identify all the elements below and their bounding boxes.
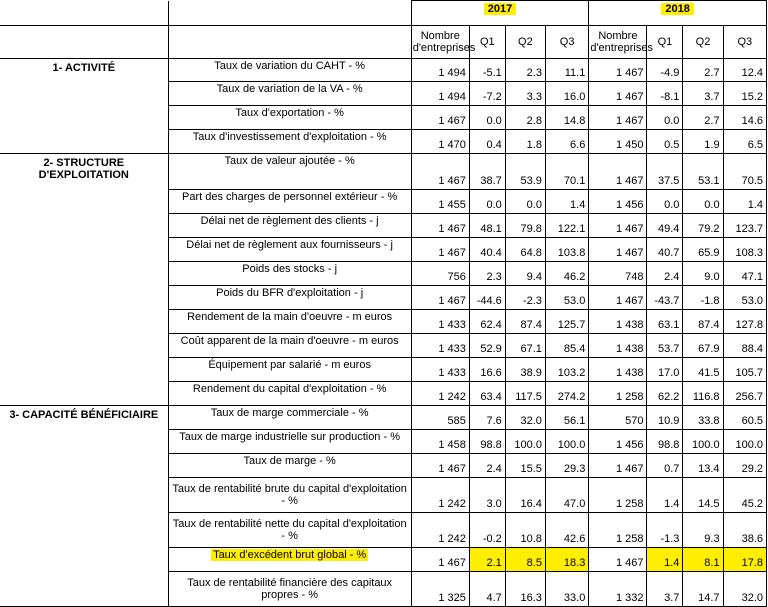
- cell-nombre-entreprises-2018: 1 438: [589, 358, 647, 382]
- year-2018-header: 2018: [589, 1, 767, 26]
- cell-q3-2018: 70.5: [723, 154, 766, 190]
- cell-q2-2018: 13.4: [683, 454, 723, 478]
- cell-q2-2018: -1.8: [683, 286, 723, 310]
- cell-q2-2018: 87.4: [683, 310, 723, 334]
- cell-q3-2017: 122.1: [545, 214, 588, 238]
- cell-nombre-entreprises-2017: 1 467: [411, 214, 469, 238]
- row-label: Équipement par salarié - m euros: [168, 358, 411, 382]
- cell-q1-2017: 48.1: [469, 214, 505, 238]
- cell-q2-2018: 9.0: [683, 262, 723, 286]
- row-label: Taux de valeur ajoutée - %: [168, 154, 411, 190]
- cell-nombre-entreprises-2017: 1 467: [411, 106, 469, 130]
- cell-q1-2018: 1.4: [647, 478, 683, 513]
- header-blank: [168, 26, 411, 59]
- cell-q1-2017: 40.4: [469, 238, 505, 262]
- row-label: Taux de marge commerciale - %: [168, 406, 411, 430]
- col-nombre-entreprises-2017: Nombre d'entreprises: [411, 26, 469, 59]
- cell-q2-2018: 14.5: [683, 478, 723, 513]
- cell-q1-2018: 0.0: [647, 106, 683, 130]
- cell-q3-2018: 108.3: [723, 238, 766, 262]
- cell-q1-2018: 17.0: [647, 358, 683, 382]
- cell-q1-2017: 0.0: [469, 106, 505, 130]
- row-label: Taux de marge industrielle sur production - %: [168, 430, 411, 454]
- cell-q2-2017: 10.8: [505, 513, 545, 548]
- cell-q2-2018: 2.7: [683, 59, 723, 82]
- cell-nombre-entreprises-2018: 1 467: [589, 238, 647, 262]
- cell-q1-2018: 0.7: [647, 454, 683, 478]
- cell-q2-2017: 64.8: [505, 238, 545, 262]
- cell-q2-2017: 16.4: [505, 478, 545, 513]
- cell-q1-2018: -4.9: [647, 59, 683, 82]
- cell-nombre-entreprises-2017: 1 433: [411, 358, 469, 382]
- cell-nombre-entreprises-2017: 1 467: [411, 286, 469, 310]
- cell-q3-2018: 38.6: [723, 513, 766, 548]
- cell-nombre-entreprises-2017: 1 242: [411, 513, 469, 548]
- cell-nombre-entreprises-2018: 1 467: [589, 286, 647, 310]
- cell-q1-2017: 0.4: [469, 130, 505, 154]
- cell-nombre-entreprises-2017: 1 455: [411, 190, 469, 214]
- row-label: Part des charges de personnel extérieur - %: [168, 190, 411, 214]
- cell-q3-2018: 1.4: [723, 190, 766, 214]
- cell-q2-2018: 9.3: [683, 513, 723, 548]
- cell-q3-2017: 29.3: [545, 454, 588, 478]
- cell-q2-2018: 41.5: [683, 358, 723, 382]
- cell-q3-2018: 53.0: [723, 286, 766, 310]
- cell-q3-2017: 103.8: [545, 238, 588, 262]
- cell-nombre-entreprises-2018: 1 258: [589, 478, 647, 513]
- cell-q3-2017: 100.0: [545, 430, 588, 454]
- cell-q2-2018: 79.2: [683, 214, 723, 238]
- cell-q3-2017: 46.2: [545, 262, 588, 286]
- cell-q1-2017: 4.7: [469, 572, 505, 607]
- cell-q1-2017: 2.1: [469, 548, 505, 572]
- cell-q2-2017: 9.4: [505, 262, 545, 286]
- cell-q3-2018: 256.7: [723, 382, 766, 406]
- cell-q2-2017: 15.5: [505, 454, 545, 478]
- row-label: Poids des stocks - j: [168, 262, 411, 286]
- cell-nombre-entreprises-2017: 1 242: [411, 478, 469, 513]
- row-label: Taux d'investissement d'exploitation - %: [168, 130, 411, 154]
- cell-q2-2018: 116.8: [683, 382, 723, 406]
- cell-q3-2017: 42.6: [545, 513, 588, 548]
- cell-q2-2018: 53.1: [683, 154, 723, 190]
- cell-q2-2017: 100.0: [505, 430, 545, 454]
- cell-q2-2018: 14.7: [683, 572, 723, 607]
- year-2017-header: 2017: [411, 1, 589, 26]
- cell-q2-2017: 0.0: [505, 190, 545, 214]
- cell-q3-2017: 85.4: [545, 334, 588, 358]
- cell-q3-2018: 17.8: [723, 548, 766, 572]
- cell-q3-2017: 1.4: [545, 190, 588, 214]
- row-label: Délai net de règlement des clients - j: [168, 214, 411, 238]
- table-row: [0, 154, 767, 190]
- cell-q1-2018: 49.4: [647, 214, 683, 238]
- row-label-text: Taux d'excédent brut global - %: [213, 549, 367, 561]
- cell-q3-2017: 125.7: [545, 310, 588, 334]
- cell-q2-2018: 1.9: [683, 130, 723, 154]
- section-title: 2- STRUCTURE D'EXPLOITATION: [0, 154, 168, 406]
- cell-nombre-entreprises-2018: 570: [589, 406, 647, 430]
- cell-q3-2018: 15.2: [723, 82, 766, 106]
- cell-q1-2018: 2.4: [647, 262, 683, 286]
- cell-q1-2017: 3.0: [469, 478, 505, 513]
- cell-q1-2018: 1.4: [647, 548, 683, 572]
- cell-q3-2018: 32.0: [723, 572, 766, 607]
- cell-q1-2018: -1.3: [647, 513, 683, 548]
- cell-q1-2018: 53.7: [647, 334, 683, 358]
- cell-nombre-entreprises-2018: 1 467: [589, 154, 647, 190]
- cell-nombre-entreprises-2017: 1 494: [411, 59, 469, 82]
- col-nombre-entreprises-2018: Nombre d'entreprises: [589, 26, 647, 59]
- cell-q2-2018: 8.1: [683, 548, 723, 572]
- cell-q2-2018: 2.7: [683, 106, 723, 130]
- cell-q2-2017: 38.9: [505, 358, 545, 382]
- cell-q3-2017: 103.2: [545, 358, 588, 382]
- cell-q1-2018: 40.7: [647, 238, 683, 262]
- cell-q1-2017: -0.2: [469, 513, 505, 548]
- cell-nombre-entreprises-2017: 756: [411, 262, 469, 286]
- cell-q1-2017: 52.9: [469, 334, 505, 358]
- cell-q3-2018: 47.1: [723, 262, 766, 286]
- cell-q2-2017: -2.3: [505, 286, 545, 310]
- cell-q3-2018: 14.6: [723, 106, 766, 130]
- cell-q1-2017: 98.8: [469, 430, 505, 454]
- row-label: Rendement du capital d'exploitation - %: [168, 382, 411, 406]
- cell-nombre-entreprises-2018: 1 467: [589, 59, 647, 82]
- cell-q1-2017: 62.4: [469, 310, 505, 334]
- cell-q3-2018: 12.4: [723, 59, 766, 82]
- cell-q2-2018: 3.7: [683, 82, 723, 106]
- cell-nombre-entreprises-2017: 1 458: [411, 430, 469, 454]
- col-q1-2018: Q1: [647, 26, 683, 59]
- cell-q2-2018: 67.9: [683, 334, 723, 358]
- col-q1-2017: Q1: [469, 26, 505, 59]
- cell-q1-2017: 38.7: [469, 154, 505, 190]
- cell-nombre-entreprises-2018: 1 467: [589, 106, 647, 130]
- cell-q3-2017: 33.0: [545, 572, 588, 607]
- cell-nombre-entreprises-2018: 1 450: [589, 130, 647, 154]
- row-label: Taux de variation du CAHT - %: [168, 59, 411, 82]
- cell-q2-2018: 65.9: [683, 238, 723, 262]
- column-header-row: [0, 26, 767, 59]
- cell-nombre-entreprises-2018: 1 438: [589, 334, 647, 358]
- table-row: [0, 59, 767, 82]
- cell-q3-2017: 56.1: [545, 406, 588, 430]
- cell-q1-2018: 0.5: [647, 130, 683, 154]
- col-q3-2017: Q3: [545, 26, 588, 59]
- cell-q3-2018: 105.7: [723, 358, 766, 382]
- col-q3-2018: Q3: [723, 26, 766, 59]
- cell-q1-2018: 3.7: [647, 572, 683, 607]
- cell-q2-2017: 32.0: [505, 406, 545, 430]
- cell-q1-2018: -43.7: [647, 286, 683, 310]
- cell-q2-2018: 33.8: [683, 406, 723, 430]
- cell-nombre-entreprises-2018: 1 456: [589, 430, 647, 454]
- cell-q1-2017: 2.3: [469, 262, 505, 286]
- table-row: [0, 406, 767, 430]
- cell-q1-2017: -5.1: [469, 59, 505, 82]
- cell-q3-2017: 18.3: [545, 548, 588, 572]
- header-blank: [168, 1, 411, 26]
- cell-q1-2018: 10.9: [647, 406, 683, 430]
- cell-q3-2018: 88.4: [723, 334, 766, 358]
- cell-q1-2018: 98.8: [647, 430, 683, 454]
- cell-q3-2017: 6.6: [545, 130, 588, 154]
- cell-q1-2017: 16.6: [469, 358, 505, 382]
- cell-q2-2017: 8.5: [505, 548, 545, 572]
- row-label: Rendement de la main d'oeuvre - m euros: [168, 310, 411, 334]
- cell-nombre-entreprises-2018: 1 467: [589, 82, 647, 106]
- header-blank: [0, 1, 168, 26]
- cell-q1-2017: 0.0: [469, 190, 505, 214]
- cell-q3-2017: 53.0: [545, 286, 588, 310]
- year-header-row: [0, 1, 767, 26]
- cell-nombre-entreprises-2018: 1 456: [589, 190, 647, 214]
- cell-q1-2018: 63.1: [647, 310, 683, 334]
- cell-nombre-entreprises-2018: 1 467: [589, 548, 647, 572]
- cell-nombre-entreprises-2017: 1 433: [411, 310, 469, 334]
- cell-q1-2017: 7.6: [469, 406, 505, 430]
- row-label: Coût apparent de la main d'oeuvre - m euros: [168, 334, 411, 358]
- cell-q2-2017: 2.3: [505, 59, 545, 82]
- cell-q2-2017: 67.1: [505, 334, 545, 358]
- header-blank: [0, 26, 168, 59]
- cell-q3-2017: 11.1: [545, 59, 588, 82]
- cell-nombre-entreprises-2017: 1 467: [411, 154, 469, 190]
- cell-q1-2018: 0.0: [647, 190, 683, 214]
- cell-q3-2018: 100.0: [723, 430, 766, 454]
- row-label: Délai net de règlement aux fournisseurs - j: [168, 238, 411, 262]
- row-label: Taux de rentabilité brute du capital d'exploitation - %: [168, 478, 411, 513]
- cell-nombre-entreprises-2018: 1 332: [589, 572, 647, 607]
- cell-q2-2017: 2.8: [505, 106, 545, 130]
- cell-q3-2017: 47.0: [545, 478, 588, 513]
- cell-nombre-entreprises-2017: 1 325: [411, 572, 469, 607]
- cell-q2-2017: 1.8: [505, 130, 545, 154]
- cell-q2-2018: 100.0: [683, 430, 723, 454]
- cell-nombre-entreprises-2018: 1 467: [589, 214, 647, 238]
- row-label: Taux de rentabilité financière des capitaux propres - %: [168, 572, 411, 607]
- cell-nombre-entreprises-2017: 585: [411, 406, 469, 430]
- cell-q2-2017: 117.5: [505, 382, 545, 406]
- cell-q3-2018: 29.2: [723, 454, 766, 478]
- cell-nombre-entreprises-2017: 1 470: [411, 130, 469, 154]
- cell-nombre-entreprises-2018: 1 258: [589, 513, 647, 548]
- cell-q1-2017: -7.2: [469, 82, 505, 106]
- cell-q1-2018: -8.1: [647, 82, 683, 106]
- cell-nombre-entreprises-2017: 1 242: [411, 382, 469, 406]
- cell-nombre-entreprises-2017: 1 467: [411, 454, 469, 478]
- col-q2-2017: Q2: [505, 26, 545, 59]
- cell-nombre-entreprises-2018: 748: [589, 262, 647, 286]
- cell-q1-2018: 37.5: [647, 154, 683, 190]
- section-title: 1- ACTIVITÉ: [0, 59, 168, 154]
- cell-nombre-entreprises-2018: 1 438: [589, 310, 647, 334]
- col-q2-2018: Q2: [683, 26, 723, 59]
- cell-nombre-entreprises-2017: 1 494: [411, 82, 469, 106]
- cell-q2-2017: 53.9: [505, 154, 545, 190]
- cell-q2-2017: 87.4: [505, 310, 545, 334]
- cell-nombre-entreprises-2017: 1 467: [411, 238, 469, 262]
- cell-nombre-entreprises-2017: 1 433: [411, 334, 469, 358]
- cell-q2-2017: 3.3: [505, 82, 545, 106]
- cell-nombre-entreprises-2018: 1 467: [589, 454, 647, 478]
- cell-nombre-entreprises-2017: 1 467: [411, 548, 469, 572]
- row-label: Taux d'exportation - %: [168, 106, 411, 130]
- row-label: [168, 548, 411, 572]
- cell-q3-2018: 127.8: [723, 310, 766, 334]
- section-title: 3- CAPACITÉ BÉNÉFICIAIRE: [0, 406, 168, 607]
- cell-q3-2018: 6.5: [723, 130, 766, 154]
- cell-q3-2018: 45.2: [723, 478, 766, 513]
- cell-q3-2017: 70.1: [545, 154, 588, 190]
- row-label: Poids du BFR d'exploitation - j: [168, 286, 411, 310]
- cell-q3-2018: 123.7: [723, 214, 766, 238]
- row-label: Taux de variation de la VA - %: [168, 82, 411, 106]
- cell-q2-2017: 79.8: [505, 214, 545, 238]
- cell-q1-2017: 2.4: [469, 454, 505, 478]
- cell-q2-2017: 16.3: [505, 572, 545, 607]
- cell-nombre-entreprises-2018: 1 258: [589, 382, 647, 406]
- row-label: Taux de marge - %: [168, 454, 411, 478]
- cell-q3-2017: 14.8: [545, 106, 588, 130]
- cell-q2-2018: 0.0: [683, 190, 723, 214]
- cell-q3-2017: 274.2: [545, 382, 588, 406]
- cell-q3-2017: 16.0: [545, 82, 588, 106]
- cell-q3-2018: 60.5: [723, 406, 766, 430]
- cell-q1-2018: 62.2: [647, 382, 683, 406]
- cell-q1-2017: -44.6: [469, 286, 505, 310]
- cell-q1-2017: 63.4: [469, 382, 505, 406]
- row-label: Taux de rentabilité nette du capital d'exploitation - %: [168, 513, 411, 548]
